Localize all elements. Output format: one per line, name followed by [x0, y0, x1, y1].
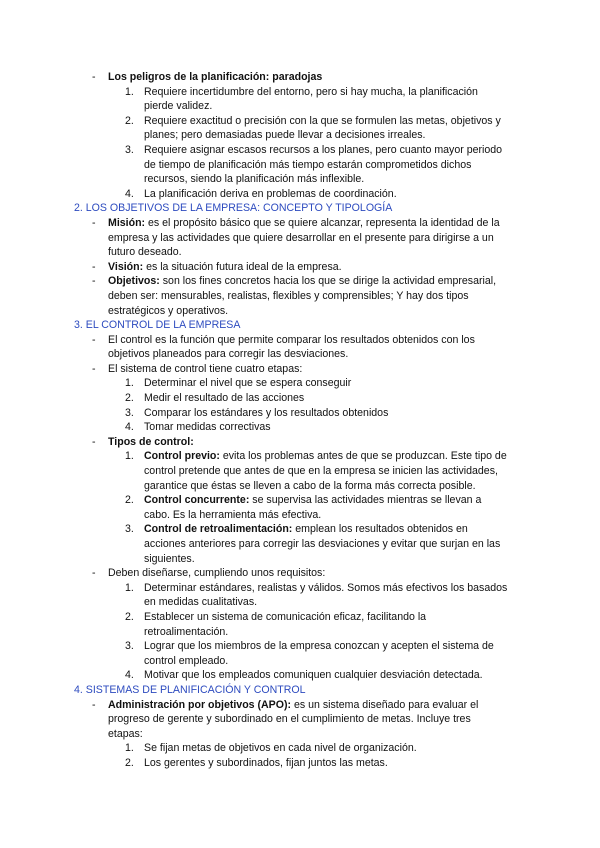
- list-item: 2. Medir el resultado de las acciones: [125, 392, 305, 405]
- list-item: 1. Determinar el nivel que se espera conseguir: [125, 377, 352, 390]
- list-item-cont: acciones anteriores para corregir las desviaciones y evitar que surjan en las: [144, 538, 501, 550]
- list-item-cont: control empleado.: [144, 654, 229, 667]
- list-item: 2. Los gerentes y subordinados, fijan juntos las metas.: [125, 756, 388, 769]
- list-item: 1. Se fijan metas de objetivos en cada nivel de organización.: [125, 742, 417, 755]
- bullet-etapas: - El sistema de control tiene cuatro etapas:: [92, 362, 303, 375]
- list-item-cont: planes; pero demasiadas puede llevar a decisiones irreales.: [144, 129, 426, 142]
- list-item-cont: garantice que éstas se lleven a cabo de la forma más correcta posible.: [144, 479, 476, 492]
- bullet-apo: - Administración por objetivos (APO): es un sistema diseñado para evaluar el: [92, 698, 479, 711]
- list-item: 3. Requiere asignar escasos recursos a los planes, pero cuanto mayor periodo: [125, 143, 503, 156]
- list-item-cont: control pretende que antes de que en la empresa se inicien las actividades,: [144, 465, 498, 478]
- list-item: 1. Determinar estándares, realistas y válidos. Somos más efectivos los basados: [125, 581, 508, 594]
- list-item: 1. Control previo: evita los problemas antes de que se produzcan. Este tipo de: [125, 450, 507, 463]
- section-heading-objetivos: 2. LOS OBJETIVOS DE LA EMPRESA: CONCEPTO Y TIPOLOGÍA: [74, 202, 393, 215]
- list-item: 4. La planificación deriva en problemas de coordinación.: [125, 187, 397, 200]
- bullet-cont: progreso de gerente y subordinado en el cumplimiento de metas. Incluye tres: [108, 713, 471, 726]
- bullet-cont: deben ser: mensurables, realistas, flexibles y comprensibles; Y hay dos tipos: [108, 289, 469, 302]
- paradojas-title: Los peligros de la planificación: paradojas: [108, 71, 323, 83]
- bullet-requisitos: - Deben diseñarse, cumpliendo unos requisitos:: [92, 567, 326, 580]
- document-page: [0, 70, 600, 771]
- bullet-cont: empresa y las actividades que quiere desarrollar en el presente para dirigirse a un: [108, 231, 494, 244]
- list-item-cont: de tiempo de planificación más tiempo estarán comprometidos dichos: [144, 158, 472, 171]
- list-item: 1. Requiere incertidumbre del entorno, pero si hay mucha, la planificación: [125, 85, 478, 98]
- list-item: 3. Control de retroalimentación: emplean los resultados obtenidos en: [125, 523, 468, 536]
- bullet-control-def: - El control es la función que permite comparar los resultados obtenidos con los: [92, 333, 475, 346]
- bullet-objetivos: - Objetivos: son los fines concretos hacia los que se dirige la actividad empresarial,: [92, 275, 497, 288]
- bullet-mision: - Misión: es el propósito básico que se quiere alcanzar, representa la identidad de la: [92, 216, 500, 229]
- list-item: 4. Tomar medidas correctivas: [125, 421, 271, 434]
- section-heading-control: 3. EL CONTROL DE LA EMPRESA: [74, 319, 241, 332]
- list-item: 3. Comparar los estándares y los resultados obtenidos: [125, 406, 389, 419]
- bullet-tipos-control: - Tipos de control:: [92, 435, 194, 448]
- bullet-cont: estratégicos y operativos.: [108, 304, 229, 317]
- list-item-cont: cabo. Es la herramienta más efectiva.: [144, 508, 322, 521]
- bullet-cont: futuro deseado.: [108, 246, 182, 259]
- list-item-cont: pierde validez.: [144, 100, 213, 113]
- bullet-cont: objetivos planeados para corregir las desviaciones.: [108, 348, 349, 361]
- bullet-marker: -: [92, 71, 96, 83]
- bullet-cont: etapas:: [108, 727, 143, 740]
- list-item: 4. Motivar que los empleados comuniquen cualquier desviación detectada.: [125, 669, 483, 682]
- bullet-vision: - Visión: es la situación futura ideal de la empresa.: [92, 260, 342, 273]
- list-item-cont: recursos, siendo la planificación más inflexible.: [144, 173, 365, 186]
- list-item: 2. Requiere exactitud o precisión con la que se formulen las metas, objetivos y: [125, 114, 501, 127]
- list-item-cont: siguientes.: [144, 552, 195, 565]
- list-item: 2. Establecer un sistema de comunicación eficaz, facilitando la: [125, 610, 427, 623]
- section-heading-sistemas: 4. SISTEMAS DE PLANIFICACIÓN Y CONTROL: [74, 683, 306, 696]
- list-item: 2. Control concurrente: se supervisa las actividades mientras se llevan a: [125, 494, 482, 507]
- list-item-cont: retroalimentación.: [144, 625, 229, 638]
- bullet-paradojas: [0, 70, 600, 85]
- list-item: 3. Lograr que los miembros de la empresa conozcan y acepten el sistema de: [125, 640, 494, 653]
- list-item-cont: en medidas cualitativas.: [144, 596, 258, 609]
